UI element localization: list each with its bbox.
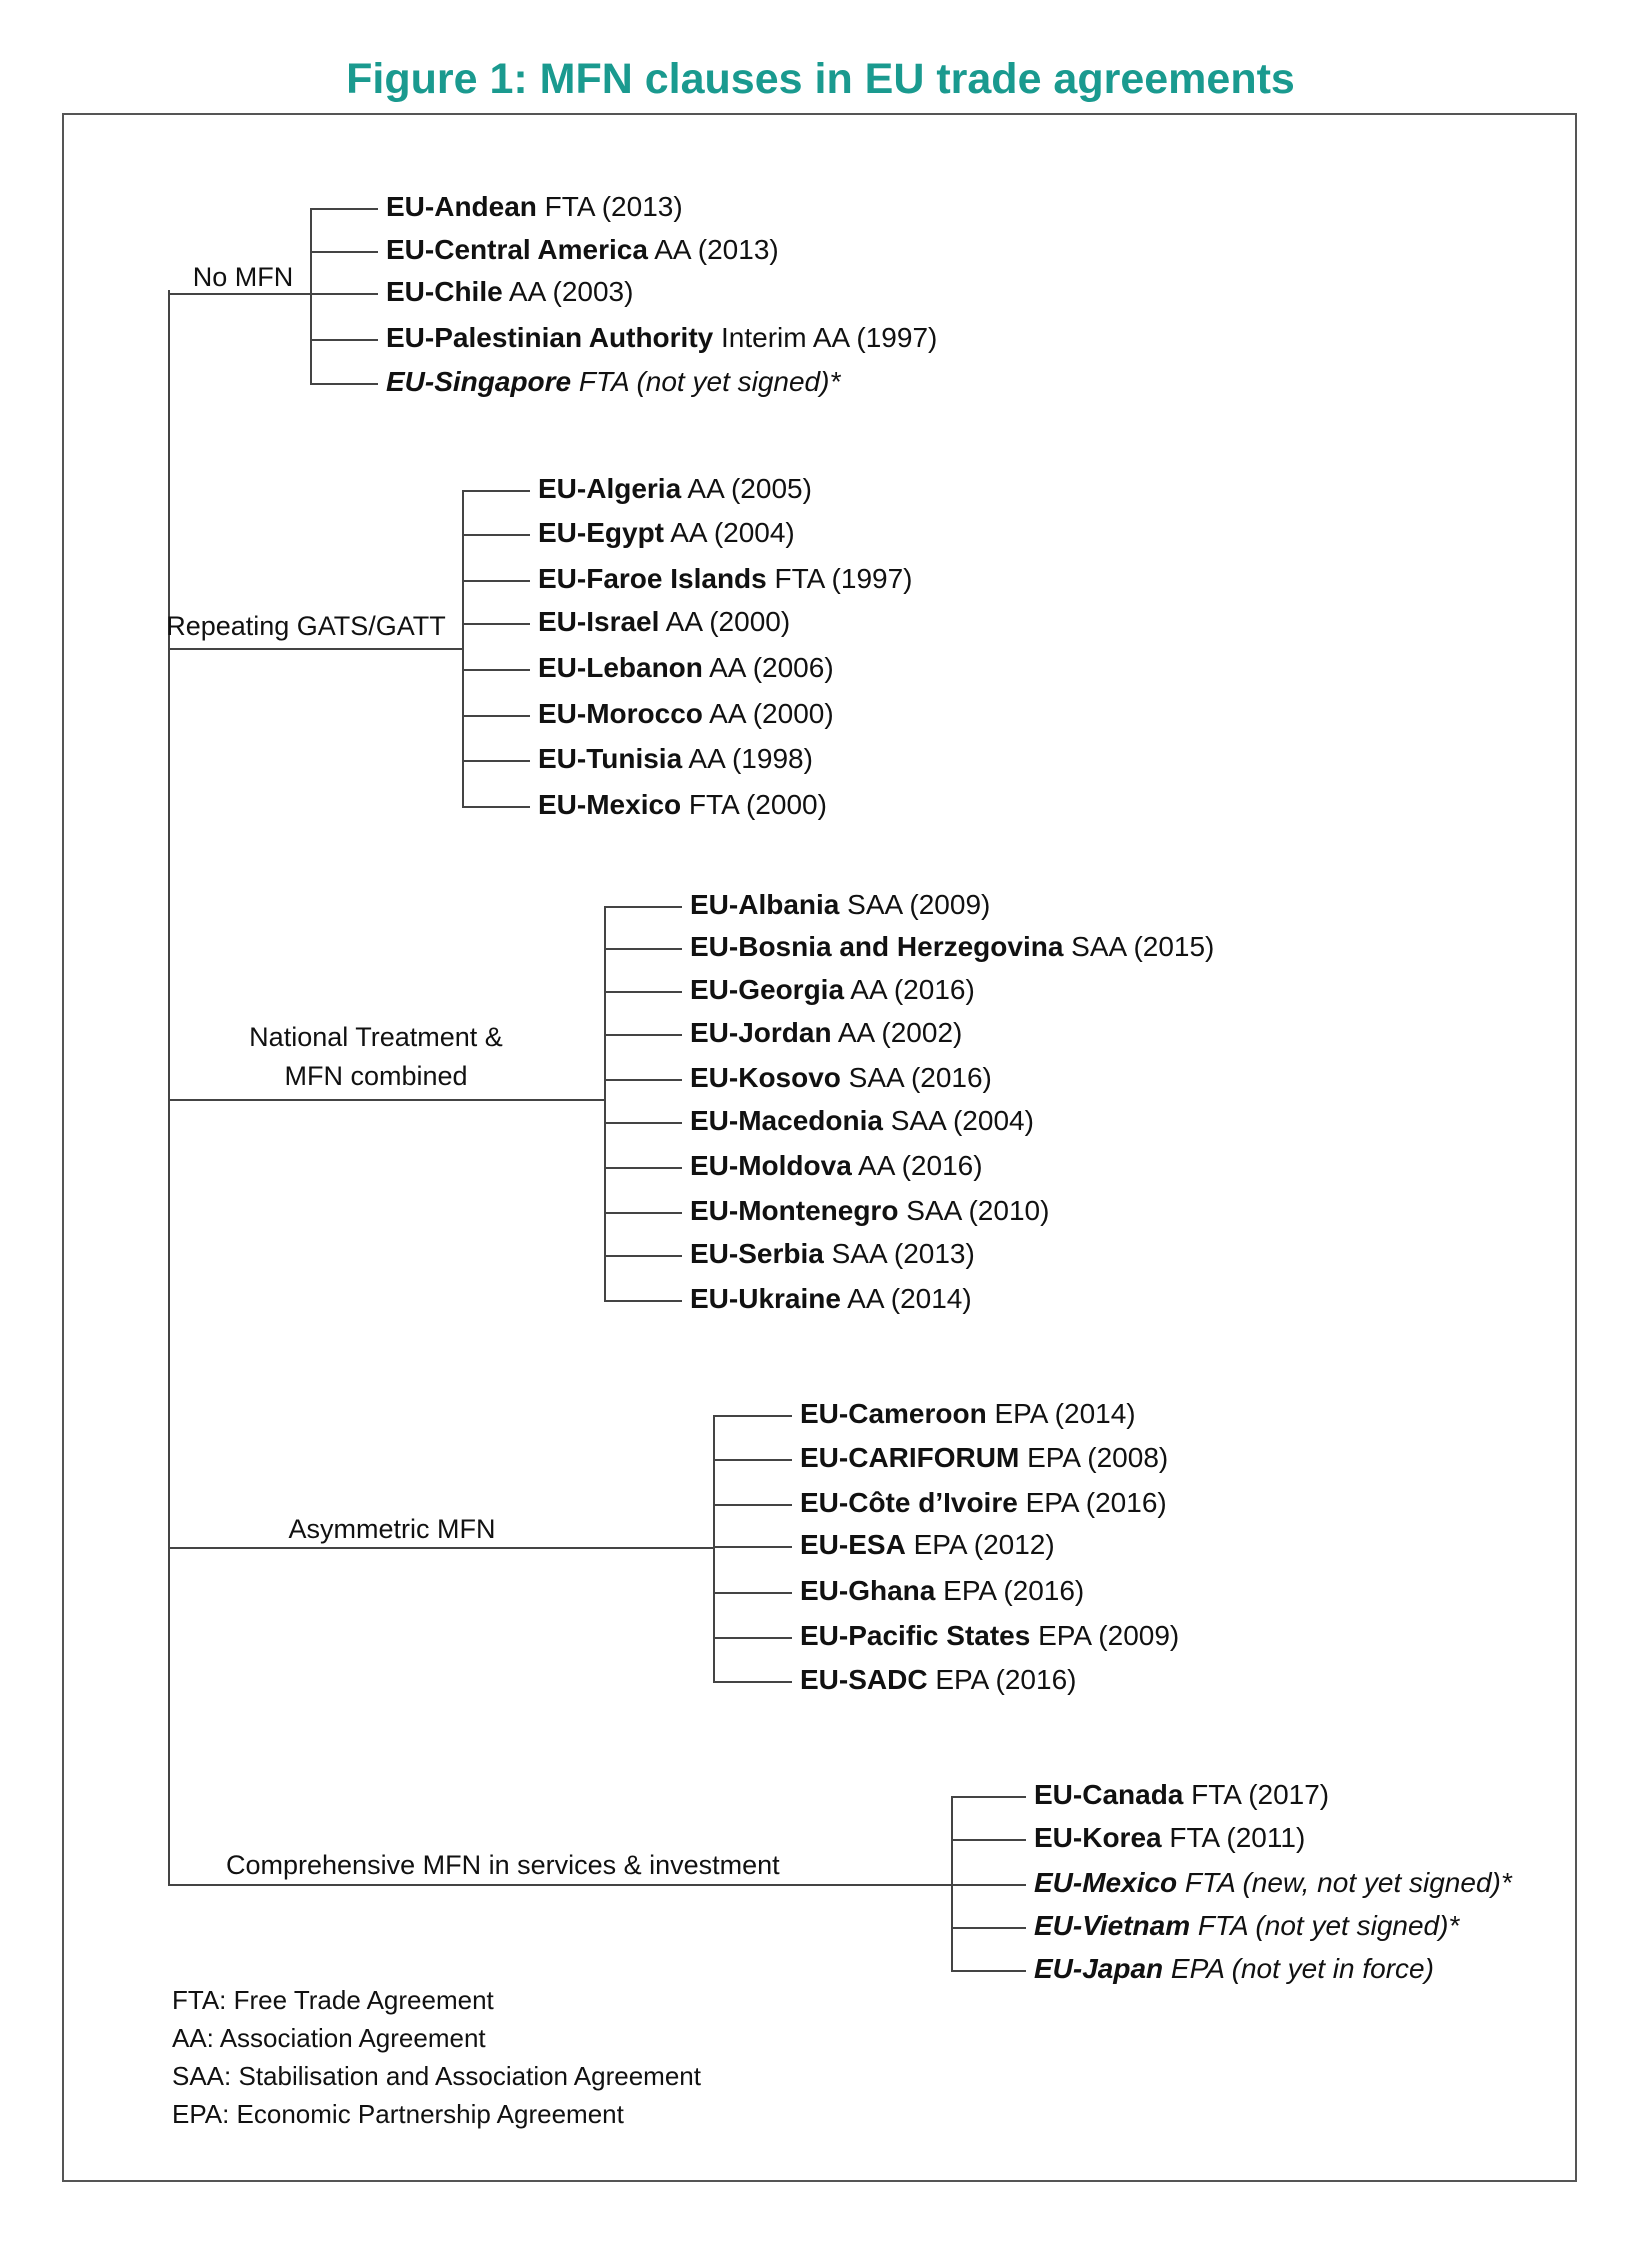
branch-tick bbox=[310, 293, 378, 295]
branch-tick bbox=[604, 1122, 682, 1124]
agreement-eu-macedonia: EU-Macedonia SAA (2004) bbox=[690, 1105, 1034, 1136]
branch-tick bbox=[713, 1637, 792, 1639]
branch-tick bbox=[604, 991, 682, 993]
agreement-eu-chile: EU-Chile AA (2003) bbox=[386, 276, 634, 307]
branch-tick bbox=[604, 1167, 682, 1169]
branch-tick bbox=[951, 1839, 1026, 1841]
branch-tick bbox=[462, 715, 530, 717]
agreement-eu-egypt: EU-Egypt AA (2004) bbox=[538, 517, 795, 548]
legend-line: AA: Association Agreement bbox=[172, 2023, 486, 2053]
agreement-eu-mexico-pending: EU-Mexico FTA (new, not yet signed)* bbox=[1034, 1867, 1512, 1898]
agreement-eu-singapore-pending: EU-Singapore FTA (not yet signed)* bbox=[386, 366, 841, 397]
legend-line: EPA: Economic Partnership Agreement bbox=[172, 2099, 624, 2129]
main-trunk-line bbox=[168, 290, 170, 1886]
agreement-eu-canada: EU-Canada FTA (2017) bbox=[1034, 1779, 1330, 1810]
agreement-eu-bosnia-and-herzegovina: EU-Bosnia and Herzegovina SAA (2015) bbox=[690, 931, 1215, 962]
branch-tick bbox=[713, 1415, 792, 1417]
agreement-eu-jordan: EU-Jordan AA (2002) bbox=[690, 1017, 963, 1048]
branch-tick bbox=[951, 1796, 1026, 1798]
branch-tick bbox=[604, 948, 682, 950]
agreement-eu-andean: EU-Andean FTA (2013) bbox=[386, 191, 683, 222]
agreement-eu-albania: EU-Albania SAA (2009) bbox=[690, 889, 991, 920]
agreement-eu-pacific-states: EU-Pacific States EPA (2009) bbox=[800, 1620, 1180, 1651]
branch-tick bbox=[604, 1034, 682, 1036]
branch-tick bbox=[951, 1970, 1026, 1972]
connector-national-treatment-mfn-combined bbox=[168, 1099, 604, 1101]
agreement-eu-kosovo: EU-Kosovo SAA (2016) bbox=[690, 1062, 992, 1093]
branch-tick bbox=[604, 1300, 682, 1302]
branch-tick bbox=[604, 906, 682, 908]
agreement-eu-esa: EU-ESA EPA (2012) bbox=[800, 1529, 1055, 1560]
branch-tick bbox=[462, 623, 530, 625]
connector-repeating-gats-gatt bbox=[168, 648, 462, 650]
branch-tick bbox=[713, 1459, 792, 1461]
category-label-repeating-gats-gatt: Repeating GATS/GATT bbox=[166, 611, 446, 641]
agreement-eu-lebanon: EU-Lebanon AA (2006) bbox=[538, 652, 834, 683]
branch-tick bbox=[462, 490, 530, 492]
branch-tick bbox=[462, 534, 530, 536]
abbreviation-legend bbox=[172, 1981, 701, 2133]
agreement-eu-vietnam-pending: EU-Vietnam FTA (not yet signed)* bbox=[1034, 1910, 1460, 1941]
agreement-eu-central-america: EU-Central America AA (2013) bbox=[386, 234, 779, 265]
branch-tick bbox=[310, 339, 378, 341]
category-label-asymmetric-mfn: Asymmetric MFN bbox=[288, 1514, 496, 1544]
category-label-no-mfn: No MFN bbox=[192, 262, 294, 292]
branch-tick bbox=[713, 1681, 792, 1683]
figure-title: Figure 1: MFN clauses in EU trade agreements bbox=[346, 55, 1295, 103]
branch-tick bbox=[462, 760, 530, 762]
agreement-eu-korea: EU-Korea FTA (2011) bbox=[1034, 1822, 1306, 1853]
agreement-eu-mexico: EU-Mexico FTA (2000) bbox=[538, 789, 827, 820]
agreement-eu-japan-pending: EU-Japan EPA (not yet in force) bbox=[1034, 1953, 1434, 1984]
agreement-eu-ukraine: EU-Ukraine AA (2014) bbox=[690, 1283, 972, 1314]
branch-tick bbox=[604, 1212, 682, 1214]
category-label-national-treatment-mfn-combined: National Treatment & MFN combined bbox=[249, 1022, 503, 1092]
branch-tick bbox=[462, 580, 530, 582]
agreement-eu-sadc: EU-SADC EPA (2016) bbox=[800, 1664, 1077, 1695]
branch-tick bbox=[951, 1884, 1026, 1886]
agreement-eu-morocco: EU-Morocco AA (2000) bbox=[538, 698, 834, 729]
agreement-eu-moldova: EU-Moldova AA (2016) bbox=[690, 1150, 983, 1181]
branch-tick bbox=[713, 1592, 792, 1594]
bracket-asymmetric-mfn bbox=[713, 1415, 715, 1683]
branch-tick bbox=[713, 1504, 792, 1506]
legend-line: FTA: Free Trade Agreement bbox=[172, 1985, 494, 2015]
agreement-eu-faroe-islands: EU-Faroe Islands FTA (1997) bbox=[538, 563, 913, 594]
branch-tick bbox=[310, 383, 378, 385]
agreement-eu-georgia: EU-Georgia AA (2016) bbox=[690, 974, 975, 1005]
branch-tick bbox=[462, 669, 530, 671]
category-label-comprehensive-mfn-in-services-investment: Comprehensive MFN in services & investment bbox=[226, 1850, 780, 1880]
legend-line: SAA: Stabilisation and Association Agreement bbox=[172, 2061, 701, 2091]
agreement-eu-montenegro: EU-Montenegro SAA (2010) bbox=[690, 1195, 1050, 1226]
agreement-eu-cameroon: EU-Cameroon EPA (2014) bbox=[800, 1398, 1136, 1429]
agreement-eu-cariforum: EU-CARIFORUM EPA (2008) bbox=[800, 1442, 1169, 1473]
branch-tick bbox=[310, 251, 378, 253]
agreement-eu-ghana: EU-Ghana EPA (2016) bbox=[800, 1575, 1085, 1606]
branch-tick bbox=[713, 1546, 792, 1548]
agreement-eu-palestinian-authority: EU-Palestinian Authority Interim AA (1997) bbox=[386, 322, 938, 353]
branch-tick bbox=[951, 1927, 1026, 1929]
branch-tick bbox=[310, 208, 378, 210]
agreement-eu-algeria: EU-Algeria AA (2005) bbox=[538, 473, 812, 504]
bracket-no-mfn bbox=[310, 208, 312, 385]
agreement-eu-israel: EU-Israel AA (2000) bbox=[538, 606, 791, 637]
agreement-eu-tunisia: EU-Tunisia AA (1998) bbox=[538, 743, 813, 774]
agreement-eu-c-te-d-ivoire: EU-Côte d’Ivoire EPA (2016) bbox=[800, 1487, 1167, 1518]
bracket-national-treatment-mfn-combined bbox=[604, 906, 606, 1302]
branch-tick bbox=[604, 1079, 682, 1081]
branch-tick bbox=[604, 1255, 682, 1257]
branch-tick bbox=[462, 806, 530, 808]
agreement-eu-serbia: EU-Serbia SAA (2013) bbox=[690, 1238, 975, 1269]
